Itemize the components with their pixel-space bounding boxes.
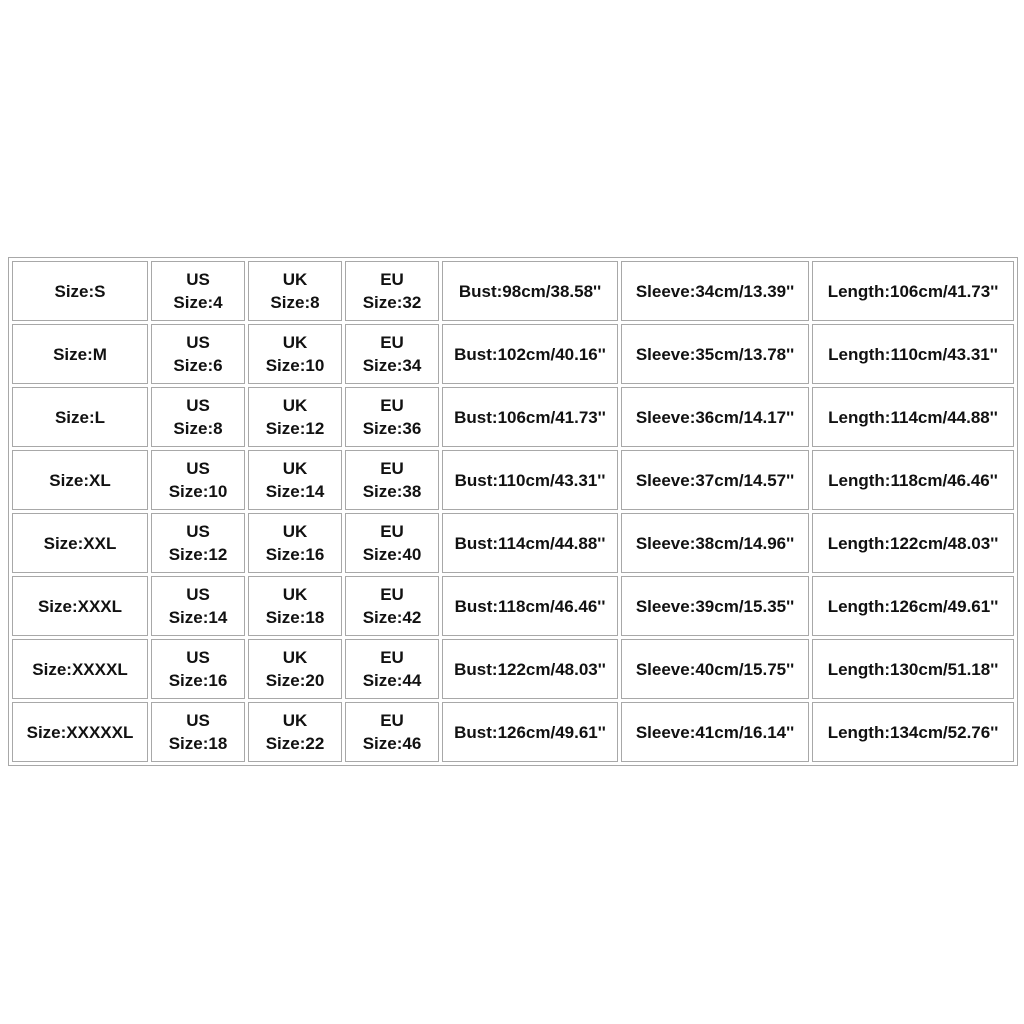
size-table-body [12,261,1014,762]
us-size-cell-label: US [186,648,210,667]
eu-size-cell-value: Size:34 [362,356,422,375]
uk-size-cell-value: Size:22 [265,734,325,753]
eu-size-cell-value: Size:46 [362,734,422,753]
size-cell: Size:XXXXXL [12,702,148,762]
us-size-cell-label: US [186,270,210,289]
bust-cell: Bust:126cm/49.61'' [442,702,618,762]
uk-size-cell [248,261,342,321]
table-row [12,450,1014,510]
us-size-cell-value: Size:14 [168,608,228,627]
uk-size-cell-value: Size:12 [265,419,325,438]
table-row [12,324,1014,384]
us-size-cell-label: US [186,522,210,541]
length-cell: Length:130cm/51.18'' [812,639,1014,699]
sleeve-cell: Sleeve:41cm/16.14'' [621,702,809,762]
uk-size-cell-label: UK [282,522,308,541]
length-cell: Length:114cm/44.88'' [812,387,1014,447]
length-cell: Length:106cm/41.73'' [812,261,1014,321]
eu-size-cell-value: Size:36 [362,419,422,438]
eu-size-cell-label: EU [380,522,404,541]
sleeve-cell: Sleeve:34cm/13.39'' [621,261,809,321]
eu-size-cell [345,639,439,699]
us-size-cell-value: Size:8 [173,419,223,438]
bust-cell: Bust:102cm/40.16'' [442,324,618,384]
uk-size-cell [248,576,342,636]
uk-size-cell-label: UK [282,585,308,604]
us-size-cell-value: Size:4 [173,293,223,312]
bust-cell: Bust:114cm/44.88'' [442,513,618,573]
bust-cell: Bust:106cm/41.73'' [442,387,618,447]
uk-size-cell [248,387,342,447]
us-size-cell [151,261,245,321]
eu-size-cell-value: Size:42 [362,608,422,627]
eu-size-cell-label: EU [380,396,404,415]
bust-cell: Bust:122cm/48.03'' [442,639,618,699]
sleeve-cell: Sleeve:38cm/14.96'' [621,513,809,573]
us-size-cell [151,576,245,636]
bust-cell: Bust:98cm/38.58'' [442,261,618,321]
size-cell: Size:XL [12,450,148,510]
eu-size-cell-label: EU [380,648,404,667]
us-size-cell-value: Size:10 [168,482,228,501]
eu-size-cell-value: Size:32 [362,293,422,312]
eu-size-cell [345,387,439,447]
sleeve-cell: Sleeve:39cm/15.35'' [621,576,809,636]
eu-size-cell-label: EU [380,270,404,289]
eu-size-cell [345,576,439,636]
uk-size-cell-label: UK [282,648,308,667]
us-size-cell-label: US [186,585,210,604]
uk-size-cell [248,639,342,699]
uk-size-cell-label: UK [282,711,308,730]
uk-size-cell [248,702,342,762]
table-row [12,702,1014,762]
us-size-cell-label: US [186,711,210,730]
us-size-cell-label: US [186,459,210,478]
table-row [12,576,1014,636]
sleeve-cell: Sleeve:35cm/13.78'' [621,324,809,384]
uk-size-cell-value: Size:18 [265,608,325,627]
bust-cell: Bust:110cm/43.31'' [442,450,618,510]
table-row [12,261,1014,321]
length-cell: Length:126cm/49.61'' [812,576,1014,636]
sleeve-cell: Sleeve:36cm/14.17'' [621,387,809,447]
size-cell: Size:XXL [12,513,148,573]
us-size-cell-label: US [186,333,210,352]
uk-size-cell [248,324,342,384]
us-size-cell [151,639,245,699]
size-cell: Size:L [12,387,148,447]
uk-size-cell-label: UK [282,270,308,289]
eu-size-cell-label: EU [380,459,404,478]
us-size-cell-value: Size:16 [168,671,228,690]
uk-size-cell-value: Size:20 [265,671,325,690]
eu-size-cell-value: Size:44 [362,671,422,690]
uk-size-cell-value: Size:8 [270,293,320,312]
size-cell: Size:XXXXL [12,639,148,699]
bust-cell: Bust:118cm/46.46'' [442,576,618,636]
size-chart [8,257,1018,766]
eu-size-cell-value: Size:40 [362,545,422,564]
uk-size-cell-label: UK [282,459,308,478]
eu-size-cell [345,324,439,384]
us-size-cell-value: Size:6 [173,356,223,375]
length-cell: Length:110cm/43.31'' [812,324,1014,384]
us-size-cell [151,702,245,762]
table-row [12,513,1014,573]
uk-size-cell [248,513,342,573]
us-size-cell [151,324,245,384]
uk-size-cell-label: UK [282,396,308,415]
table-row [12,387,1014,447]
uk-size-cell-label: UK [282,333,308,352]
size-cell: Size:S [12,261,148,321]
us-size-cell [151,387,245,447]
eu-size-cell-label: EU [380,585,404,604]
length-cell: Length:118cm/46.46'' [812,450,1014,510]
size-cell: Size:XXXL [12,576,148,636]
eu-size-cell [345,513,439,573]
uk-size-cell-value: Size:16 [265,545,325,564]
length-cell: Length:122cm/48.03'' [812,513,1014,573]
eu-size-cell-label: EU [380,333,404,352]
eu-size-cell [345,702,439,762]
uk-size-cell [248,450,342,510]
eu-size-cell-label: EU [380,711,404,730]
size-cell: Size:M [12,324,148,384]
eu-size-cell [345,450,439,510]
sleeve-cell: Sleeve:37cm/14.57'' [621,450,809,510]
eu-size-cell [345,261,439,321]
us-size-cell-value: Size:18 [168,734,228,753]
eu-size-cell-value: Size:38 [362,482,422,501]
length-cell: Length:134cm/52.76'' [812,702,1014,762]
us-size-cell-value: Size:12 [168,545,228,564]
us-size-cell-label: US [186,396,210,415]
table-row [12,639,1014,699]
uk-size-cell-value: Size:10 [265,356,325,375]
us-size-cell [151,450,245,510]
size-table [9,258,1017,765]
uk-size-cell-value: Size:14 [265,482,325,501]
us-size-cell [151,513,245,573]
sleeve-cell: Sleeve:40cm/15.75'' [621,639,809,699]
